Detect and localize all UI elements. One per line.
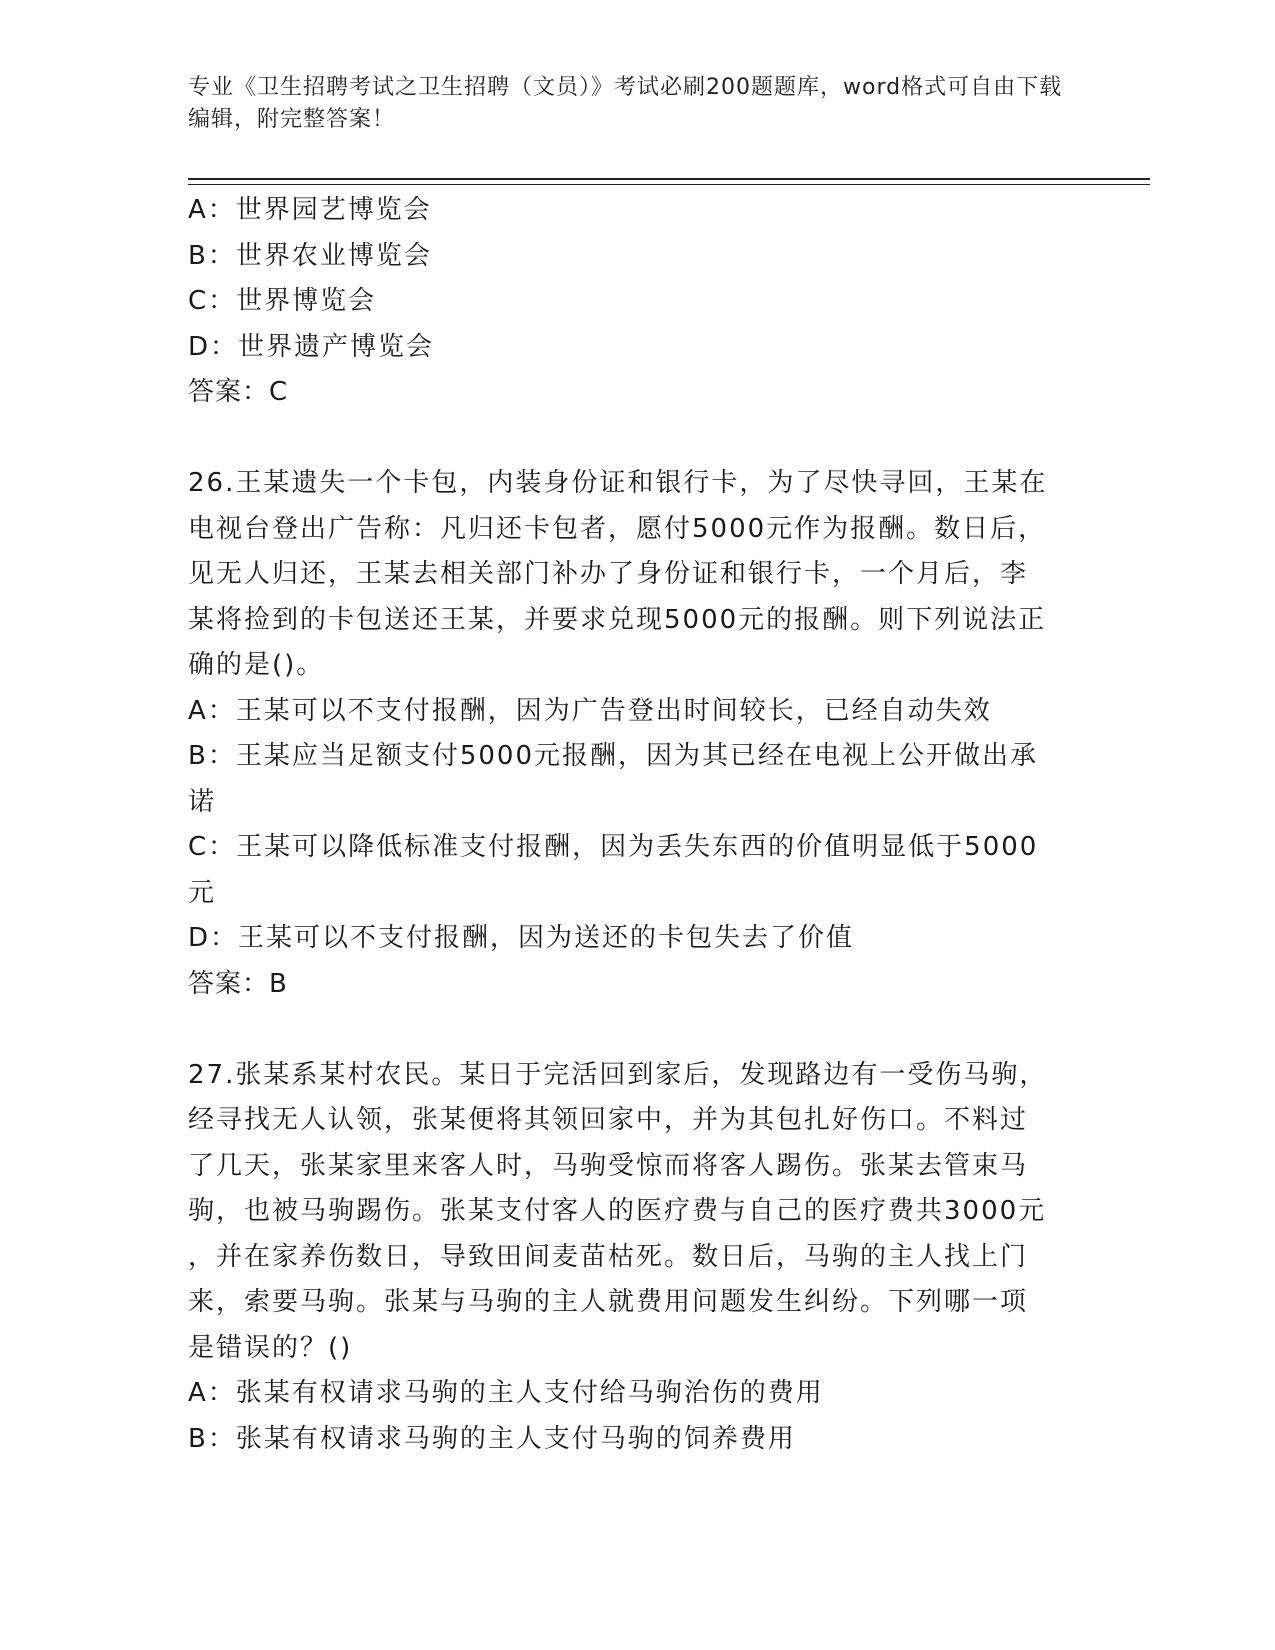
question-stem-line: 见无人归还，王某去相关部门补办了身份证和银行卡，一个月后，李: [188, 559, 1029, 589]
question-stem-line: 确的是()。: [188, 650, 325, 680]
question-stem-line: 驹，也被马驹踢伤。张某支付客人的医疗费与自己的医疗费共3000元: [188, 1196, 1047, 1226]
question-stem-line: 经寻找无人认领，张某便将其领回家中，并为其包扎好伤口。不料过: [188, 1105, 1029, 1135]
option-b-continued: 诺: [188, 786, 217, 817]
spacer: [188, 1007, 1068, 1053]
document-body: [188, 188, 1068, 1462]
question-25: [188, 188, 1068, 416]
option-b: B：张某有权请求马驹的主人支付马驹的饲养费用: [188, 1423, 796, 1454]
page-header: 专业《卫生招聘考试之卫生招聘（文员）》考试必刷200题题库，word格式可自由下载编辑，附完整答案！: [188, 75, 1063, 132]
header-divider-thin: [188, 184, 1150, 185]
question-27: [188, 1053, 1068, 1463]
option-c-continued: 元: [188, 877, 217, 908]
answer: 答案：B: [188, 968, 288, 999]
question-stem-line: 是错误的？(): [188, 1332, 353, 1363]
option-b: B：世界农业博览会: [188, 240, 432, 271]
option-d: D：王某可以不支付报酬，因为送还的卡包失去了价值: [188, 923, 855, 953]
question-stem-line: ，并在家养伤数日，导致田间麦苗枯死。数日后，马驹的主人找上门: [188, 1241, 1029, 1272]
option-a: A：世界园艺博览会: [188, 195, 432, 225]
question-stem-line: 某将捡到的卡包送还王某，并要求兑现5000元的报酬。则下列说法正: [188, 604, 1047, 635]
question-26: [188, 461, 1068, 1007]
answer: 答案：C: [188, 377, 289, 407]
header-divider-thick: [188, 178, 1150, 180]
question-stem-line: 来，索要马驹。张某与马驹的主人就费用问题发生纠纷。下列哪一项: [188, 1287, 1029, 1317]
question-stem-line: 27.张某系某村农民。某日于完活回到家后，发现路边有一受伤马驹，: [188, 1059, 1048, 1090]
option-d: D：世界遗产博览会: [188, 331, 435, 362]
option-c: C：王某可以降低标准支付报酬，因为丢失东西的价值明显低于5000: [188, 832, 1039, 862]
option-c: C：世界博览会: [188, 286, 377, 316]
question-stem-line: 了几天，张某家里来客人时，马驹受惊而将客人踢伤。张某去管束马: [188, 1150, 1029, 1181]
question-stem-line: 26.王某遗失一个卡包，内装身份证和银行卡，为了尽快寻回，王某在: [188, 468, 1048, 498]
question-stem-line: 电视台登出广告称：凡归还卡包者，愿付5000元作为报酬。数日后，: [188, 513, 1047, 544]
option-b: B：王某应当足额支付5000元报酬，因为其已经在电视上公开做出承: [188, 741, 1039, 771]
option-a: A：张某有权请求马驹的主人支付给马驹治伤的费用: [188, 1378, 824, 1408]
option-a: A：王某可以不支付报酬，因为广告登出时间较长，已经自动失效: [188, 695, 992, 726]
spacer: [188, 416, 1068, 462]
